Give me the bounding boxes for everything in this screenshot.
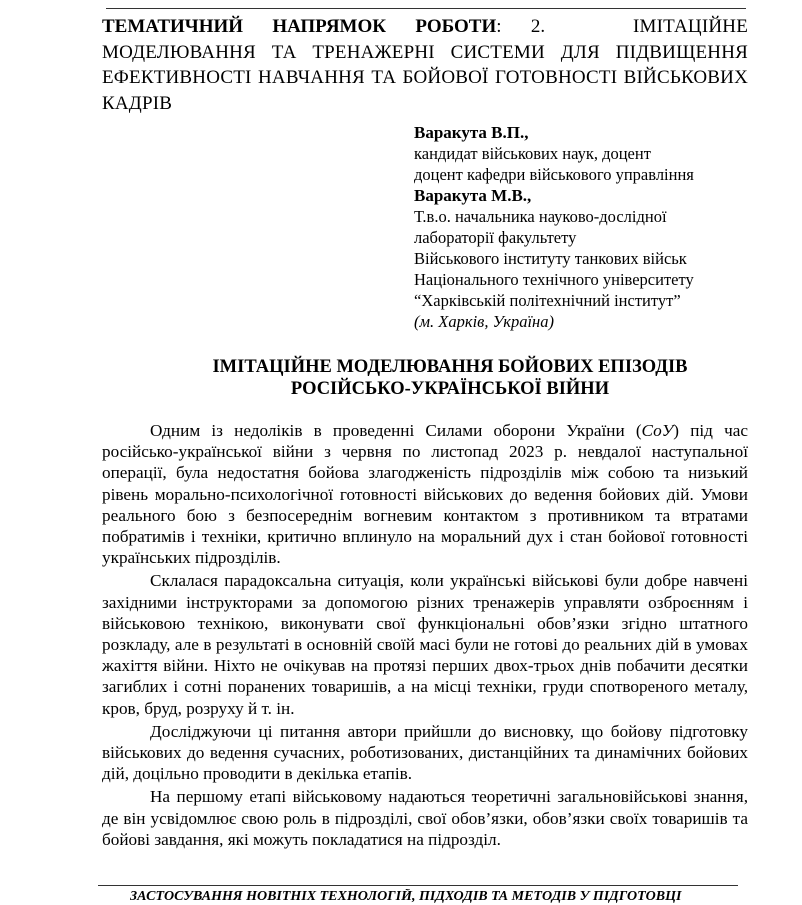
topic-label: ТЕМАТИЧНИЙ НАПРЯМОК РОБОТИ [102,16,497,37]
paragraph-1-start: Одним із недоліків в проведенні Силами оборони України ( [150,421,642,440]
footer-rule [98,885,738,886]
article-title-line-2: РОСІЙСЬКО-УКРАЇНСЬКОЇ ВІЙНИ [290,379,610,399]
running-footer: ЗАСТОСУВАННЯ НОВІТНІХ ТЕХНОЛОГІЙ, ПІДХОДІВ ТА МЕТОДІВ У ПІДГОТОВЦІ [130,889,682,904]
author-2-position: Т.в.о. начальника науково-дослідної [414,207,667,226]
paragraph-3: Досліджуючи ці питання автори прийшли до висновку, що бойову підготовку військових до ведення сучасних, роботизованих, дистанційних та динамічних бойових дій, доцільно проводити в декілька етапів. [102,721,748,784]
article-title [150,356,750,400]
author-1-name: Варакута В.П., [414,123,529,142]
top-rule [106,8,746,9]
author-2-institute: Військового інституту танкових військ [414,249,687,268]
author-2-lab: лабораторії факультету [414,228,577,247]
paragraph-4: На першому етапі військовому надаються теоретичні загальновійськові знання, де він усвідомлює свою роль в підрозділі, свої обов’язки, обов’язки своїх товаришів та бойові завдання, які можуть покладатися на підрозділ. [102,787,748,849]
abbreviation-sou: СоУ [641,421,674,440]
topic-title: ІМІТАЦІЙНЕ МОДЕЛЮВАННЯ ТА ТРЕНАЖЕРНІ СИСТЕМИ ДЛЯ ПІДВИЩЕННЯ ЕФЕКТИВНОСТІ НАВЧАННЯ ТА БОЙОВОЇ ГОТОВНОСТІ ВІЙСЬКОВИХ КАДРІВ [102,16,749,114]
article-body [102,420,748,850]
author-2-university-name: “Харківській політехнічний інститут” [414,291,681,310]
author-1-position: доцент кафедри військового управління [414,165,694,184]
author-2-name: Варакута М.В., [414,186,532,205]
topic-heading [102,14,748,116]
paragraph-1 [102,420,748,568]
author-1-degree: кандидат військових наук, доцент [414,144,651,163]
author-2-university: Національного технічного університету [414,270,694,289]
paragraph-2: Склалася парадоксальна ситуація, коли українські військові були добре навчені західними інструкторами за допомогою різних тренажерів управляти озброєнням і військовою технікою, виконувати свої функціональні обов’язки згідно штатного розкладу, але в результаті в основній своїй масі були не готові до реальних дій в умовах жахіття війни. Ніхто не очікував на протязі перших двох-трьох днів побачити десятки загиблих і сотні поранених товаришів, а на місці техніки, груди спотвореного металу, кров, бруд, розруху й т. ін. [102,571,748,718]
paragraph-1-rest: ) під час російсько-української війни з червня по листопад 2023 р. невдалої наступальної операції, була недостатня бойова злагодженість підрозділів між собою та низький рівень морально-психологічної готовності військових до ведення бойових дій. Умови реального бою з безпосереднім вогневим контактом з противником та втратами побратимів і техніки, критично вплинуло на моральний дух і стан бойової готовності українських підрозділів. [102,421,748,568]
article-title-line-1: ІМІТАЦІЙНЕ МОДЕЛЮВАННЯ БОЙОВИХ ЕПІЗОДІВ [212,357,688,377]
authors-block [414,122,764,332]
topic-number: : 2. [496,16,546,37]
author-city: (м. Харків, Україна) [414,312,554,331]
